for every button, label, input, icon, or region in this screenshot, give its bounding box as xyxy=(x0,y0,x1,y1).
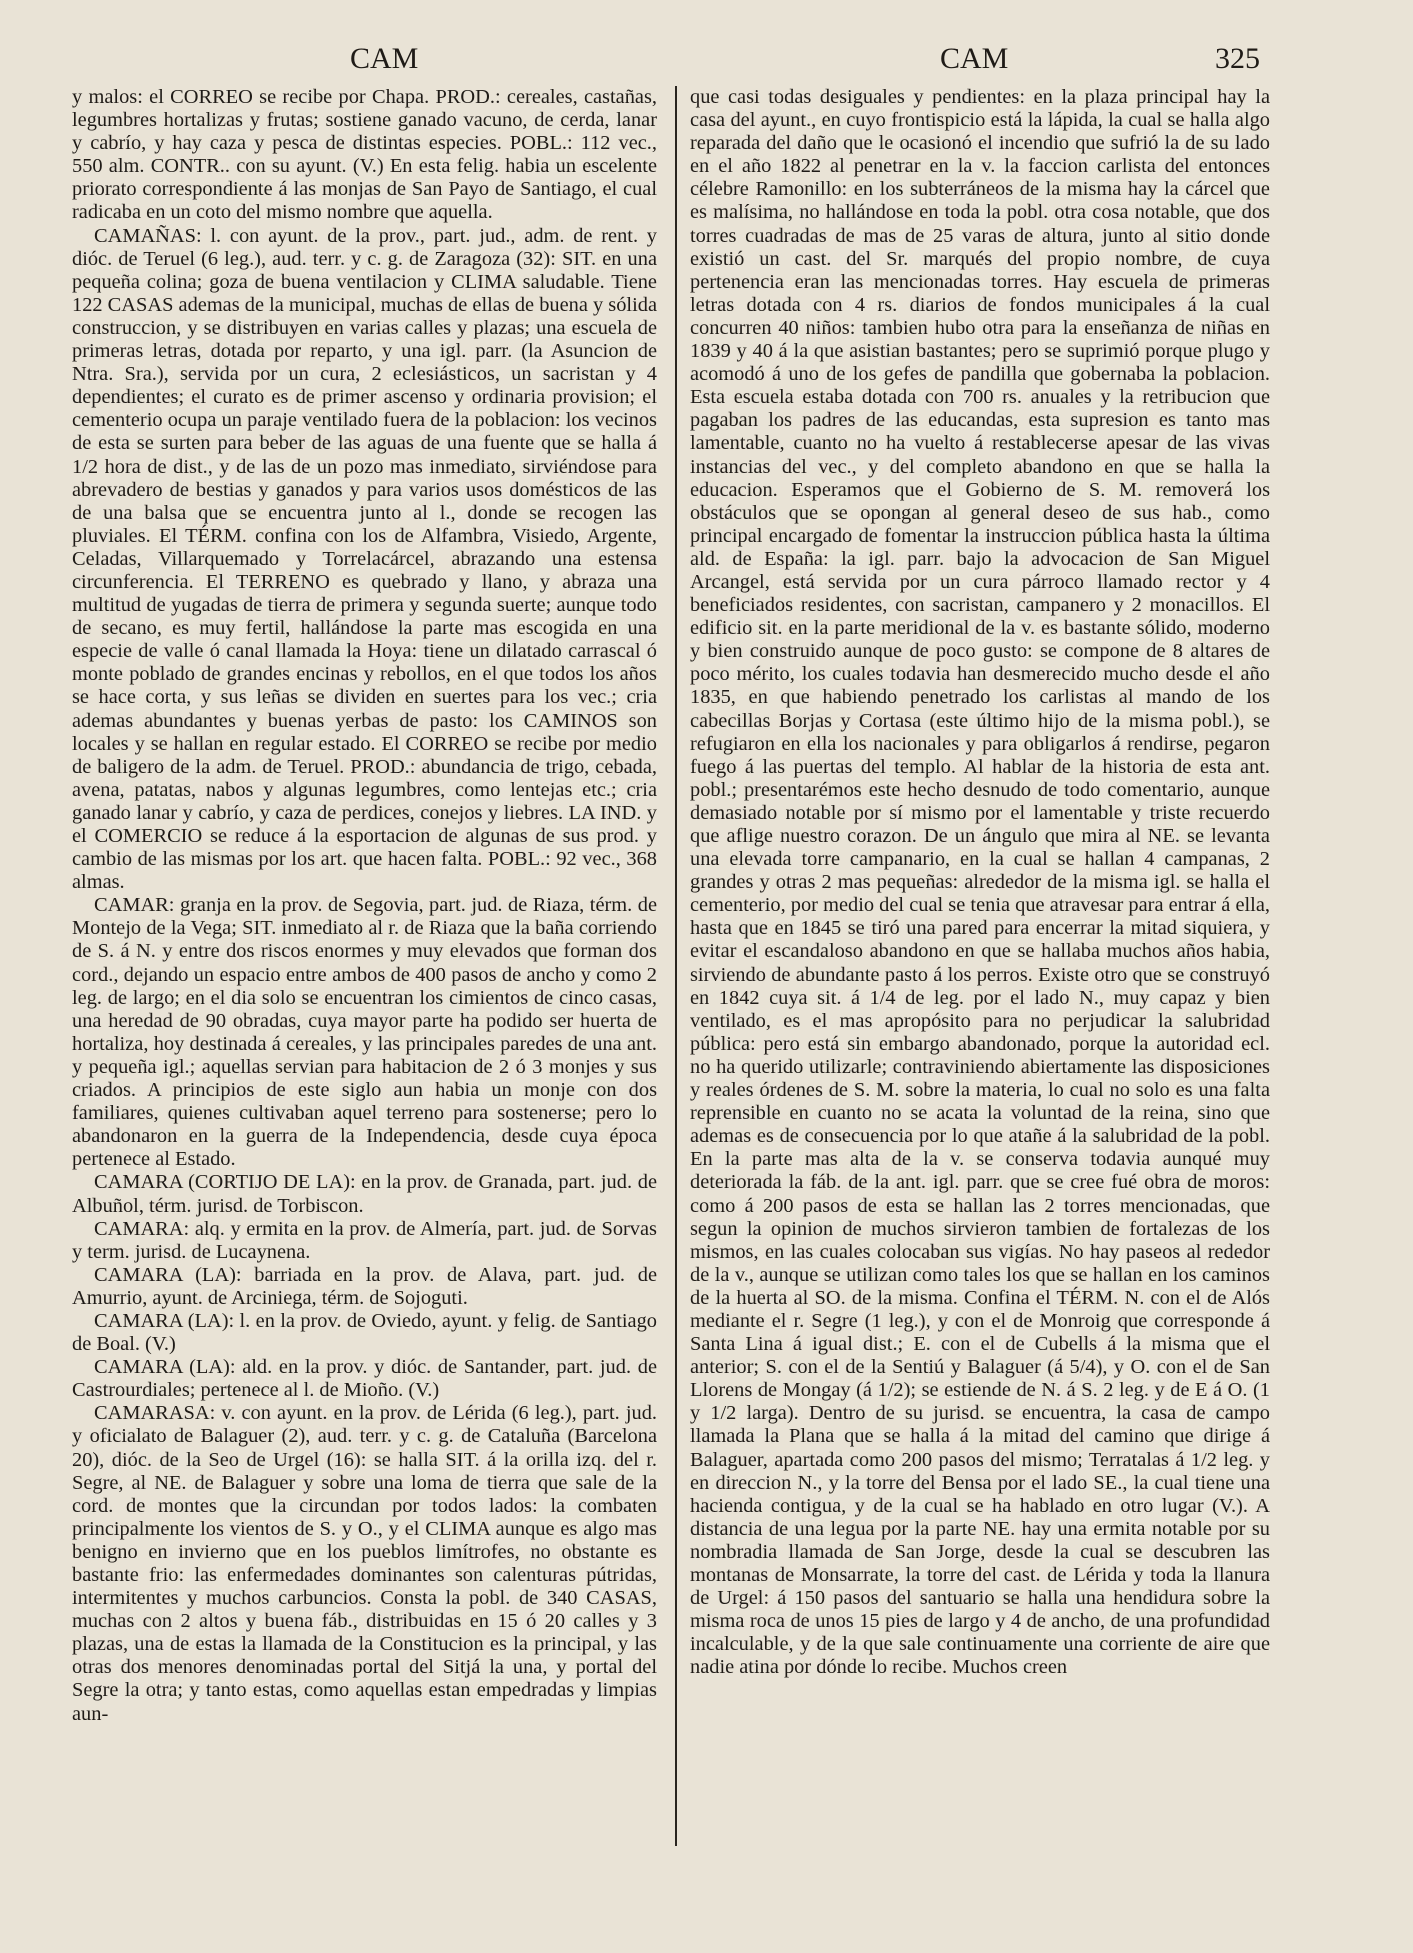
entry-paragraph: que casi todas desiguales y pendientes: en la plaza principal hay la casa del ayunt., en cuyo frontispicio está la lápida, la cual se halla algo reparada del daño que le ocasionó el incendio que sufrió la de su lado en el año 1822 al penetrar en la v. la faccion carlista del entonces célebre Ramonillo: en los subterráneos de la misma hay la cárcel que es malísima, no hallándose en toda la pobl. otra cosa notable, que dos torres cuadradas de mas de 25 varas de altura, junto al sitio donde existió un cast. del Sr. marqués del propio nombre, de cuya pertenencia eran las mencionadas torres. Hay escuela de primeras letras dotada con 4 rs. diarios de fondos municipales á la cual concurren 40 niños: tambien hubo otra para la enseñanza de niñas en 1839 y 40 á la que asistian bastantes; pero se suprimió porque plugo y acomodó á uno de los gefes de pandilla que gobernaba la poblacion. Esta escuela estaba dotada con 700 rs. anuales y la retribucion que pagaban los padres de las educandas, esta supresion es tanto mas lamentable, cuanto no ha vuelto á restablecerse apesar de las vivas instancias del vec., y del completo abandono en que se halla la educacion. Esperamos que el Gobierno de S. M. removerá los obstáculos que se opongan al general deseo de sus hab., como principal encargado de fomentar la instruccion pública hasta la última ald. de España: la igl. parr. bajo la advocacion de San Miguel Arcangel, está servida por un cura párroco llamado rector y 4 beneficiados residentes, con sacristan, campanero y 2 monacillos. El edificio sit. en la parte meridional de la v. es bastante sólido, moderno y bien construido aunque de poco gusto: se compone de 8 altares de poco mérito, los cuales todavia han desmerecido mucho desde el año 1835, en que habiendo penetrado los carlistas al mando de los cabecillas Borjas y Cortasa (este último hijo de la misma pobl.), se refugiaron en ella los nacionales y para obligarlos á rendirse, pegaron fuego á las puertas del templo. Al hablar de la historia de esta ant. pobl.; presentarémos este hecho desnudo de todo comentario, aunque demasiado notable por sí mismo por el lamentable y triste recuerdo que aflige nuestro corazon. De un ángulo que mira al NE. se levanta una elevada torre campanario, en la cual se hallan 4 campanas, 2 grandes y otras 2 mas pequeñas: alrededor de la misma igl. se halla el cementerio, por medio del cual se tenia que atravesar para entrar á ella, hasta que en 1845 se tiró una pared para encerrar la mitad siquiera, y evitar el escandaloso abandono en que se hallaba muchos años habia, sirviendo de abundante pasto á los perros. Existe otro que se construyó en 1842 cuya sit. á 1/4 de leg. por el lado N., muy capaz y bien ventilado, es el mas apropósito para no perjudicar la salubridad pública: pero está sin embargo abandonado, porque la autoridad ecl. no ha querido utilizarle; contraviniendo abiertamente las disposiciones y reales órdenes de S. M. sobre la materia, lo cual no solo es una falta reprensible en cuanto no se acata la voluntad de la reina, sino que ademas es de consecuencia por lo que atañe á la salubridad de la pobl. En la parte mas alta de la v. se conserva todavia aunqué muy deteriorada la fáb. de la ant. igl. parr. que se cree fué obra de moros: como á 200 pasos de esta se hallan las 2 torres mencionadas, que segun la opinion de muchos sirvieron tambien de fortalezas de los mismos, en las cuales colocaban sus vigías. No hay paseos al rededor de la v., aunque se utilizan como tales los que se hallan en los caminos de la huerta al SO. de la misma. Confina el TÉRM. N. con el de Alós mediante el r. Segre (1 leg.), y con el de Monroig que corresponde á Santa Lina á igual dist.; E. con el de Cubells á la misma que el anterior; S. con el de la Sentiú y Balaguer (á 5/4), y O. con el de San Llorens de Mongay (á 1/2); se estiende de N. á S. 2 leg. y de E á O. (1 y 1/2 larga). Dentro de su jurisd. se encuentra, la casa de campo llamada la Plana que se halla á la mitad del camino que dirige á Balaguer, apartada como 200 pasos del mismo; Terratalas á 1/2 leg. y en direccion N., y la torre del Bensa por el lado SE., la cual tiene una hacienda contigua, y de la cual se ha hablado en otro lugar (V.). A distancia de una legua por la parte NE. hay una ermita notable por su nombradia llamada de San Jorge, desde la cual se descubren las montanas de Monsarrate, la torre del cast. de Lérida y toda la llanura de Urgel: á 150 pasos del santuario se halla una hendidura sobre la misma roca de unos 15 pies de largo y 4 de ancho, de una profundidad incalculable, y de la que sale continuamente una corriente de aire que nadie atina por dónde lo recibe. Muchos creen xyxy=(690,86,1270,1679)
header-right-guide: CAM xyxy=(940,42,1009,75)
left-column xyxy=(72,86,657,1846)
entry-paragraph: CAMAÑAS: l. con ayunt. de la prov., part. jud., adm. de rent. y dióc. de Teruel (6 leg.), aud. terr. y c. g. de Zaragoza (32): SIT. en una pequeña colina; goza de buena ventilacion y CLIMA saludable. Tiene 122 CASAS ademas de la municipal, muchas de ellas de buena y sólida construccion, y se distribuyen en varias calles y plazas; una escuela de primeras letras, dotada por reparto, y una igl. parr. (la Asuncion de Ntra. Sra.), servida por un cura, 2 eclesiásticos, un sacristan y 4 dependientes; el curato es de primer ascenso y ordinaria provision; el cementerio ocupa un paraje ventilado fuera de la poblacion: los vecinos de esta se surten para beber de las aguas de una fuente que se halla á 1/2 hora de dist., y de las de un pozo mas inmediato, sirviéndose para abrevadero de bestias y ganados y para varios usos domésticos de las de una balsa que se encuentra junto al l., donde se recogen las pluviales. El TÉRM. confina con los de Alfambra, Visiedo, Argente, Celadas, Villarquemado y Torrelacárcel, abrazando una estensa circunferencia. El TERRENO es quebrado y llano, y abraza una multitud de yugadas de tierra de primera y segunda suerte; aunque todo de secano, es muy fertil, hallándose la parte mas escogida en una especie de valle ó canal llamada la Hoya: tiene un dilatado carrascal ó monte poblado de grandes encinas y rebollos, en el que todos los años se hace corta, y sus leñas se dividen en suertes para los vec.; cria ademas abundantes y buenas yerbas de pasto: los CAMINOS son locales y se hallan en regular estado. El CORREO se recibe por medio de baligero de la adm. de Teruel. PROD.: abundancia de trigo, cebada, avena, patatas, nabos y algunas legumbres, como lentejas etc.; cria ganado lanar y cabrío, y caza de perdices, conejos y liebres. LA IND. y el COMERCIO se reduce á la esportacion de algunas de sus prod. y cambio de las mismas por los art. que hacen falta. POBL.: 92 vec., 368 almas. xyxy=(72,224,657,894)
entry-paragraph: CAMAR: granja en la prov. de Segovia, part. jud. de Riaza, térm. de Montejo de la Vega; SIT. inmediato al r. de Riaza que la baña corriendo de S. á N. y entre dos riscos enormes y muy elevados que forman dos cord., dejando un espacio entre ambos de 400 pasos de ancho y como 2 leg. de largo; en el dia solo se encuentran los cimientos de cinco casas, una heredad de 90 obradas, cuya mayor parte ha podido ser huerta de hortaliza, hoy destinada á cereales, y las principales paredes de una ant. y pequeña igl.; aquellas servian para habitacion de 2 ó 3 monjes y sus criados. A principios de este siglo aun habia un monje con dos familiares, quienes cultivaban aquel terreno para sostenerse; pero lo abandonaron en la guerra de la Independencia, desde cuya época pertenece al Estado. xyxy=(72,894,657,1171)
entry-paragraph: CAMARA (CORTIJO DE LA): en la prov. de Granada, part. jud. de Albuñol, térm. jurisd. de Torbiscon. xyxy=(72,1171,657,1217)
column-divider xyxy=(675,86,677,1846)
header-left-guide: CAM xyxy=(350,42,419,75)
entry-paragraph: CAMARA: alq. y ermita en la prov. de Almería, part. jud. de Sorvas y term. jurisd. de Lucaynena. xyxy=(72,1217,657,1263)
entry-paragraph: CAMARA (LA): barriada en la prov. de Alava, part. jud. de Amurrio, ayunt. de Arciniega, térm. de Sojoguti. xyxy=(72,1263,657,1309)
page-number: 325 xyxy=(1215,42,1260,75)
right-column xyxy=(690,86,1270,1846)
page-header xyxy=(70,42,1260,86)
entry-paragraph: CAMARA (LA): ald. en la prov. y dióc. de Santander, part. jud. de Castrourdiales; pertenece al l. de Mioño. (V.) xyxy=(72,1356,657,1402)
entry-paragraph: y malos: el CORREO se recibe por Chapa. PROD.: cereales, castañas, legumbres hortalizas y frutas; sostiene ganado vacuno, de cerda, lanar y cabrío, y hay caza y pesca de distintas especies. POBL.: 112 vec., 550 alm. CONTR.. con su ayunt. (V.) En esta felig. habia un escelente priorato correspondiente á las monjas de San Payo de Santiago, el cual radicaba en un coto del mismo nombre que aquella. xyxy=(72,86,657,224)
entry-paragraph: CAMARASA: v. con ayunt. en la prov. de Lérida (6 leg.), part. jud. y oficialato de Balaguer (2), aud. terr. y c. g. de Cataluña (Barcelona 20), dióc. de la Seo de Urgel (16): se halla SIT. á la orilla izq. del r. Segre, al NE. de Balaguer y sobre una loma de tierra que sale de la cord. de montes que la circundan por todos lados: la combaten principalmente los vientos de S. y O., y el CLIMA aunque es algo mas benigno en invierno que en los pueblos limítrofes, no obstante es bastante frio: las enfermedades dominantes son calenturas pútridas, intermitentes y muchos carbuncios. Consta la pobl. de 340 CASAS, muchas con 2 altos y buena fáb., distribuidas en 15 ó 20 calles y 3 plazas, una de estas la llamada de la Constitucion es la principal, y las otras dos menores denominadas portal del Sitjá la una, y portal del Segre la otra; y tanto estas, como aquellas estan empedradas y limpias aun- xyxy=(72,1402,657,1725)
entry-paragraph: CAMARA (LA): l. en la prov. de Oviedo, ayunt. y felig. de Santiago de Boal. (V.) xyxy=(72,1309,657,1356)
